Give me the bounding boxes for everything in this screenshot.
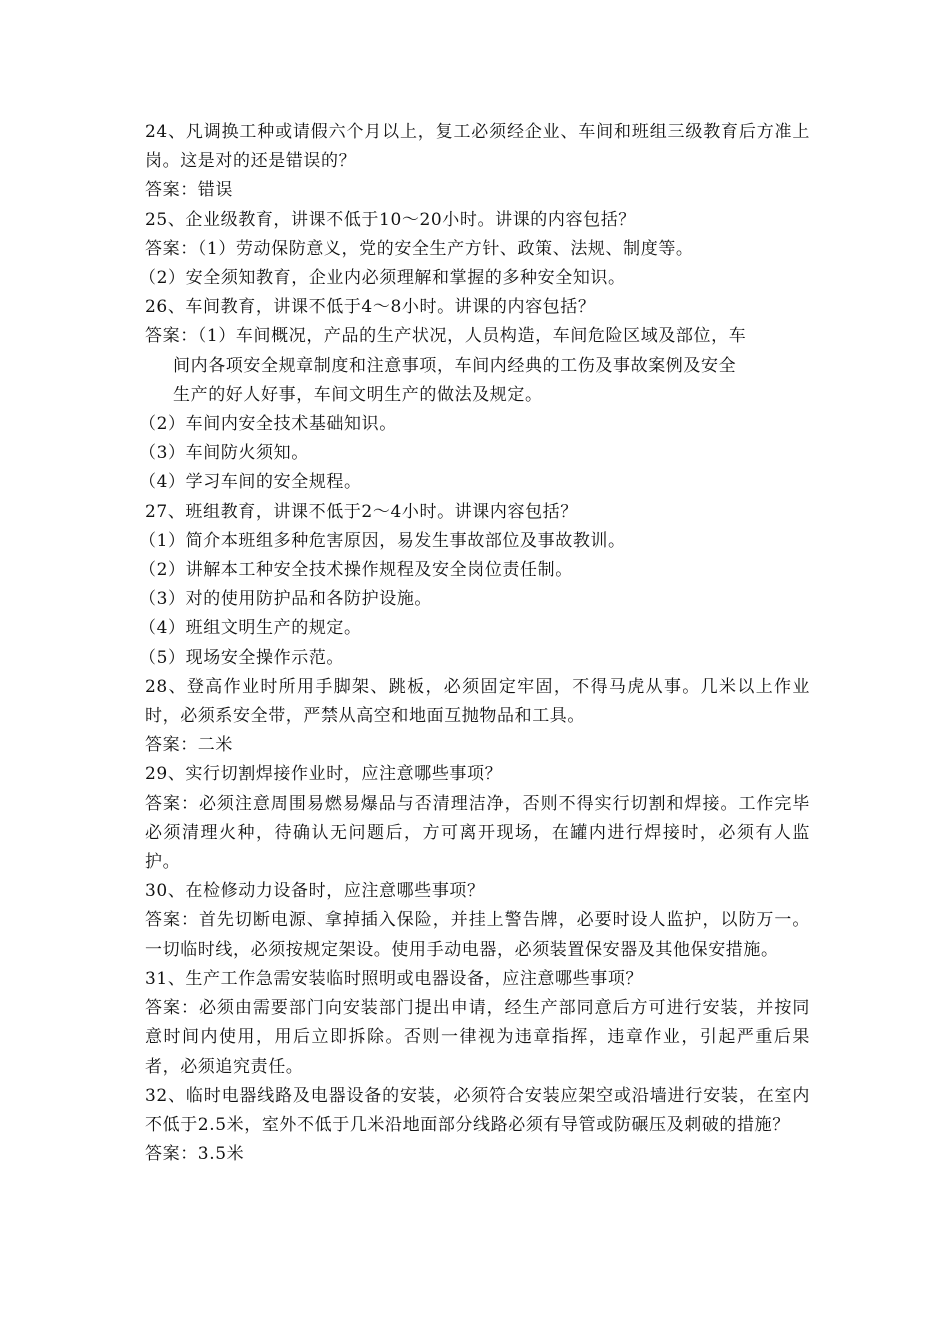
answer-26-point-4: （4）学习车间的安全规程。 (139, 472, 362, 493)
question-32: 32、临时电器线路及电器设备的安装，必须符合安装应架空或沿墙进行安装，在室内不低于2.5米，室外不低于几米沿地面部分线路必须有导管或防碾压及刺破的措施？ (145, 1085, 810, 1135)
answer-31: 答案：必须由需要部门向安装部门提出申请，经生产部同意后方可进行安装，并按同意时间内使用，用后立即拆除。否则一律视为违章指挥，违章作业，引起严重后果者，必须追究责任。 (145, 998, 810, 1077)
answer-27-point-3: （3）对的使用防护品和各防护设施。 (139, 589, 433, 610)
question-25: 25、企业级教育，讲课不低于10～20小时。讲课的内容包括？ (145, 209, 636, 230)
answer-27-point-2: （2）讲解本工种安全技术操作规程及安全岗位责任制。 (139, 560, 573, 581)
answer-26-point-2: （2）车间内安全技术基础知识。 (139, 414, 397, 435)
answer-26-continuation: 生产的好人好事，车间文明生产的做法及规定。 (173, 384, 543, 405)
answer-28: 答案：二米 (145, 735, 233, 756)
question-26: 26、车间教育，讲课不低于4～8小时。讲课的内容包括？ (145, 297, 596, 318)
question-30: 30、在检修动力设备时，应注意哪些事项？ (145, 881, 485, 902)
answer-27-point-1: （1）简介本班组多种危害原因，易发生事故部位及事故教训。 (139, 530, 626, 551)
question-28: 28、登高作业时所用手脚架、跳板，必须固定牢固，不得马虎从事。几米以上作业时，必须系安全带，严禁从高空和地面互抛物品和工具。 (145, 676, 810, 727)
answer-26-point-3: （3）车间防火须知。 (139, 443, 309, 464)
question-27: 27、班组教育，讲课不低于2～4小时。讲课内容包括？ (145, 501, 578, 522)
answer-27-point-4: （4）班组文明生产的规定。 (139, 618, 362, 639)
answer-30: 答案：首先切断电源、拿掉插入保险，并挂上警告牌，必要时设人监护，以防万一。一切临时线，必须按规定架设。使用手动电器，必须装置保安器及其他保安措施。 (145, 910, 810, 960)
answer-27-point-5: （5）现场安全操作示范。 (139, 647, 345, 668)
answer-26-first-line: 答案：（1）车间概况，产品的生产状况，人员构造，车间危险区域及部位，车 (145, 326, 747, 347)
question-29: 29、实行切割焊接作业时，应注意哪些事项？ (145, 764, 503, 785)
answer-29: 答案：必须注意周围易燃易爆品与否清理洁净，否则不得实行切割和焊接。工作完毕必须清理火种，待确认无问题后，方可离开现场，在罐内进行焊接时，必须有人监护。 (145, 793, 810, 873)
answer-25-point-2: （2）安全须知教育，企业内必须理解和掌握的多种安全知识。 (139, 268, 626, 289)
answer-25: 答案：（1）劳动保防意义，党的安全生产方针、政策、法规、制度等。 (145, 238, 694, 259)
question-31: 31、生产工作急需安装临时照明或电器设备，应注意哪些事项？ (145, 968, 644, 989)
document-page (139, 118, 810, 1169)
answer-32: 答案：3.5米 (145, 1144, 245, 1165)
answer-24: 答案：错误 (145, 180, 233, 201)
question-24: 24、凡调换工种或请假六个月以上，复工必须经企业、车间和班组三级教育后方准上岗。这是对的还是错误的？ (145, 122, 810, 172)
answer-26-continuation: 间内各项安全规章制度和注意事项，车间内经典的工伤及事故案例及安全 (173, 355, 737, 376)
